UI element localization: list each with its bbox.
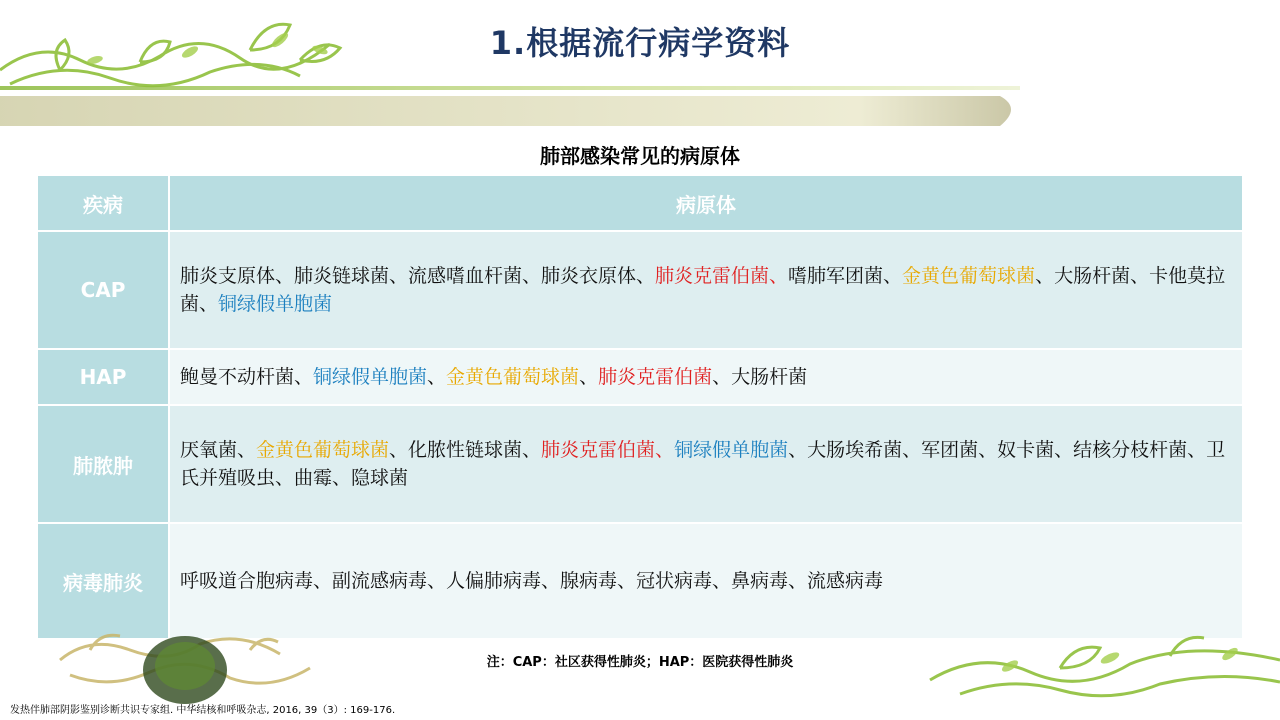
row-label-hap: HAP xyxy=(37,349,169,405)
pathogen-text: 鲍曼不动杆菌、 xyxy=(180,366,314,388)
pathogen-text-red: 肺炎克雷伯菌、 xyxy=(655,265,789,287)
pathogen-text: 呼吸道合胞病毒、副流感病毒、人偏肺病毒、腺病毒、冠状病毒、鼻病毒、流感病毒 xyxy=(180,570,884,592)
row-label-viral-pneumonia: 病毒肺炎 xyxy=(37,523,169,639)
pathogen-text: 肺炎支原体、肺炎链球菌、流感嗜血杆菌、肺炎衣原体、 xyxy=(180,265,656,287)
pathogen-text: 、 xyxy=(579,366,599,388)
row-label-cap: CAP xyxy=(37,231,169,349)
pathogen-text-blue: 铜绿假单胞菌 xyxy=(218,293,333,315)
pathogen-text-gold: 金黄色葡萄球菌 xyxy=(902,265,1036,287)
pathogen-text: 、大肠杆菌、卡他莫拉菌、 xyxy=(180,265,1226,315)
pathogen-text: 、 xyxy=(427,366,447,388)
slide-title: 1.根据流行病学资料 xyxy=(489,24,791,62)
table-caption: 肺部感染常见的病原体 xyxy=(540,144,740,168)
row-label-lung-abscess: 肺脓肿 xyxy=(37,405,169,523)
pathogen-table xyxy=(36,174,1244,640)
pathogen-text: 、化脓性链球菌、 xyxy=(389,439,542,461)
table-header-row xyxy=(37,175,1243,231)
pathogen-text: 厌氧菌、 xyxy=(180,439,257,461)
table-row xyxy=(37,349,1243,405)
reference-citation: 发热伴肺部阴影鉴别诊断共识专家组. 中华结核和呼吸杂志, 2016, 39（3）: 169-176. xyxy=(10,705,396,716)
table-row xyxy=(37,231,1243,349)
row-pathogens-lung-abscess xyxy=(169,405,1243,523)
pathogen-text-red: 肺炎克雷伯菌、 xyxy=(541,439,675,461)
pathogen-text: 、大肠杆菌 xyxy=(712,366,808,388)
header-pathogen: 病原体 xyxy=(169,175,1243,231)
row-pathogens-hap xyxy=(169,349,1243,405)
pathogen-text-gold: 金黄色葡萄球菌 xyxy=(256,439,390,461)
pathogen-text: 嗜肺军团菌、 xyxy=(788,265,903,287)
table-row xyxy=(37,405,1243,523)
header-disease: 疾病 xyxy=(37,175,169,231)
pathogen-text-red: 肺炎克雷伯菌 xyxy=(598,366,713,388)
pathogen-text-gold: 金黄色葡萄球菌 xyxy=(446,366,580,388)
pathogen-text: 、大肠埃希菌、军团菌、奴卡菌、结核分枝杆菌、卫氏并殖吸虫、曲霉、隐球菌 xyxy=(180,439,1226,489)
footnote: 注：CAP：社区获得性肺炎；HAP：医院获得性肺炎 xyxy=(486,655,794,670)
pathogen-text-blue: 铜绿假单胞菌 xyxy=(674,439,789,461)
row-pathogens-cap xyxy=(169,231,1243,349)
pathogen-text-blue: 铜绿假单胞菌 xyxy=(313,366,428,388)
